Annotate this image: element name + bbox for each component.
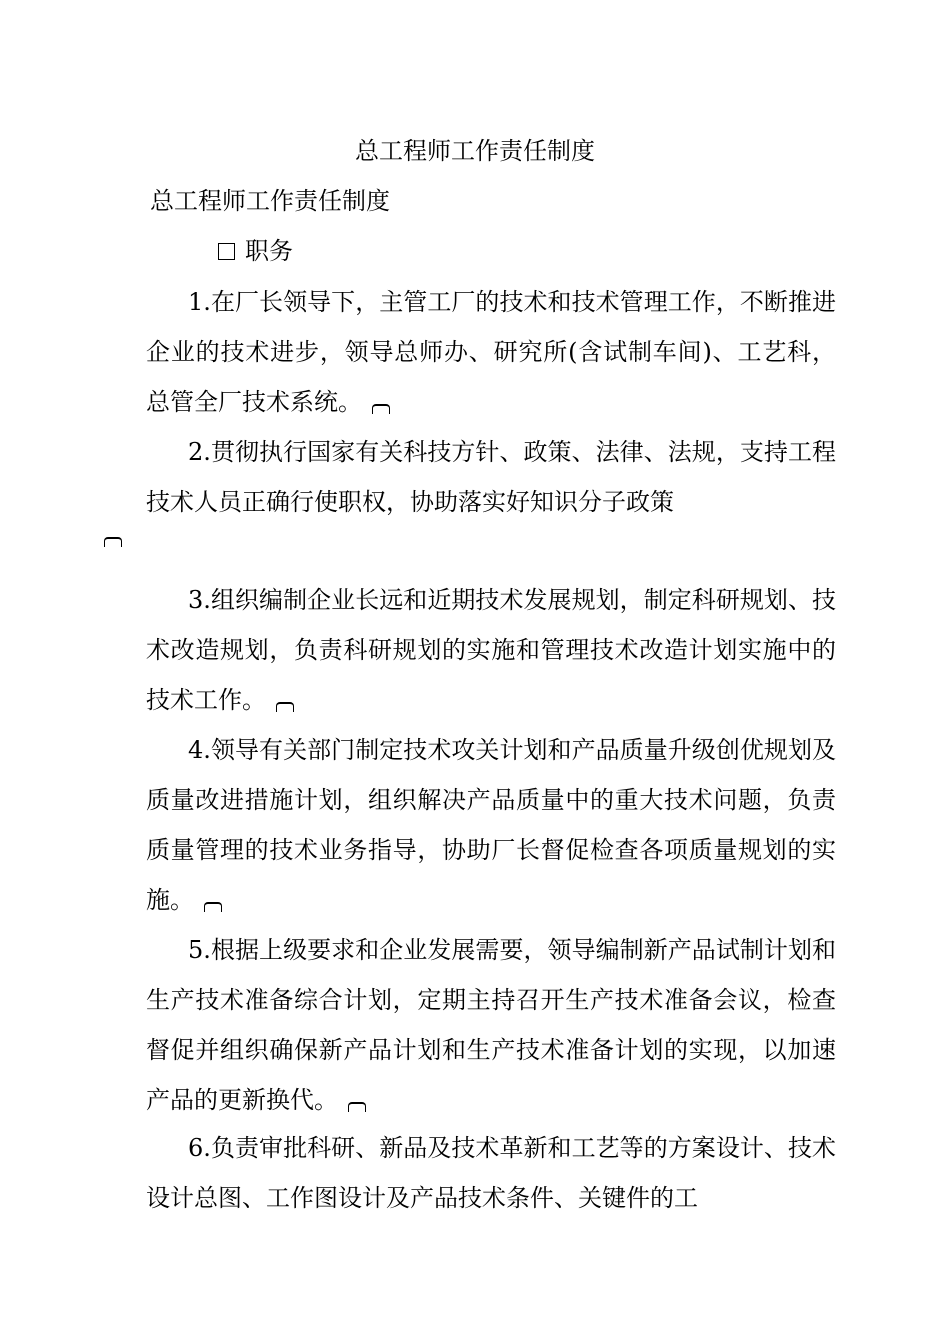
item-number: 1. [188, 288, 211, 316]
checkbox-icon [218, 243, 235, 260]
item-number: 4. [188, 736, 211, 764]
duty-item-5 [146, 925, 836, 1125]
item-text: 在厂长领导下，主管工厂的技术和技术管理工作，不断推进企业的技术进步，领导总师办、研究所(含试制车间)、工艺科，总管全厂技术系统。 [146, 288, 836, 416]
item-text: 根据上级要求和企业发展需要，领导编制新产品试制计划和生产技术准备综合计划，定期主持召开生产技术准备会议，检查督促并组织确保新产品计划和生产技术准备计划的实现，以加速产品的更新换代。 [146, 936, 836, 1114]
item-number: 2. [188, 438, 211, 466]
duty-item-6 [146, 1123, 836, 1223]
item-text: 负责审批科研、新品及技术革新和工艺等的方案设计、技术设计总图、工作图设计及产品技术条件、关键件的工 [146, 1134, 836, 1212]
section-heading-label: 职务 [245, 237, 293, 265]
duty-item-2 [146, 427, 836, 547]
paragraph-mark-icon [372, 404, 390, 414]
paragraph-mark-icon [276, 702, 294, 712]
item-number: 5. [188, 936, 211, 964]
item-text: 领导有关部门制定技术攻关计划和产品质量升级创优规划及质量改进措施计划，组织解决产品质量中的重大技术问题，负责质量管理的技术业务指导，协助厂长督促检查各项质量规划的实施。 [146, 736, 836, 914]
duty-item-4 [146, 725, 836, 925]
paragraph-mark-icon [204, 902, 222, 912]
section-heading-duties [218, 233, 293, 269]
paragraph-mark-icon [104, 537, 122, 547]
paragraph-mark-icon [348, 1102, 366, 1112]
item-number: 3. [188, 586, 211, 614]
document-subtitle: 总工程师工作责任制度 [150, 187, 390, 215]
item-text: 贯彻执行国家有关科技方针、政策、法律、法规，支持工程技术人员正确行使职权，协助落实好知识分子政策 [146, 438, 836, 516]
duty-item-3 [146, 575, 836, 725]
item-text: 组织编制企业长远和近期技术发展规划，制定科研规划、技术改造规划，负责科研规划的实施和管理技术改造计划实施中的技术工作。 [146, 586, 836, 714]
item-number: 6. [188, 1134, 211, 1162]
duty-item-1 [146, 277, 836, 427]
document-title: 总工程师工作责任制度 [355, 137, 595, 165]
